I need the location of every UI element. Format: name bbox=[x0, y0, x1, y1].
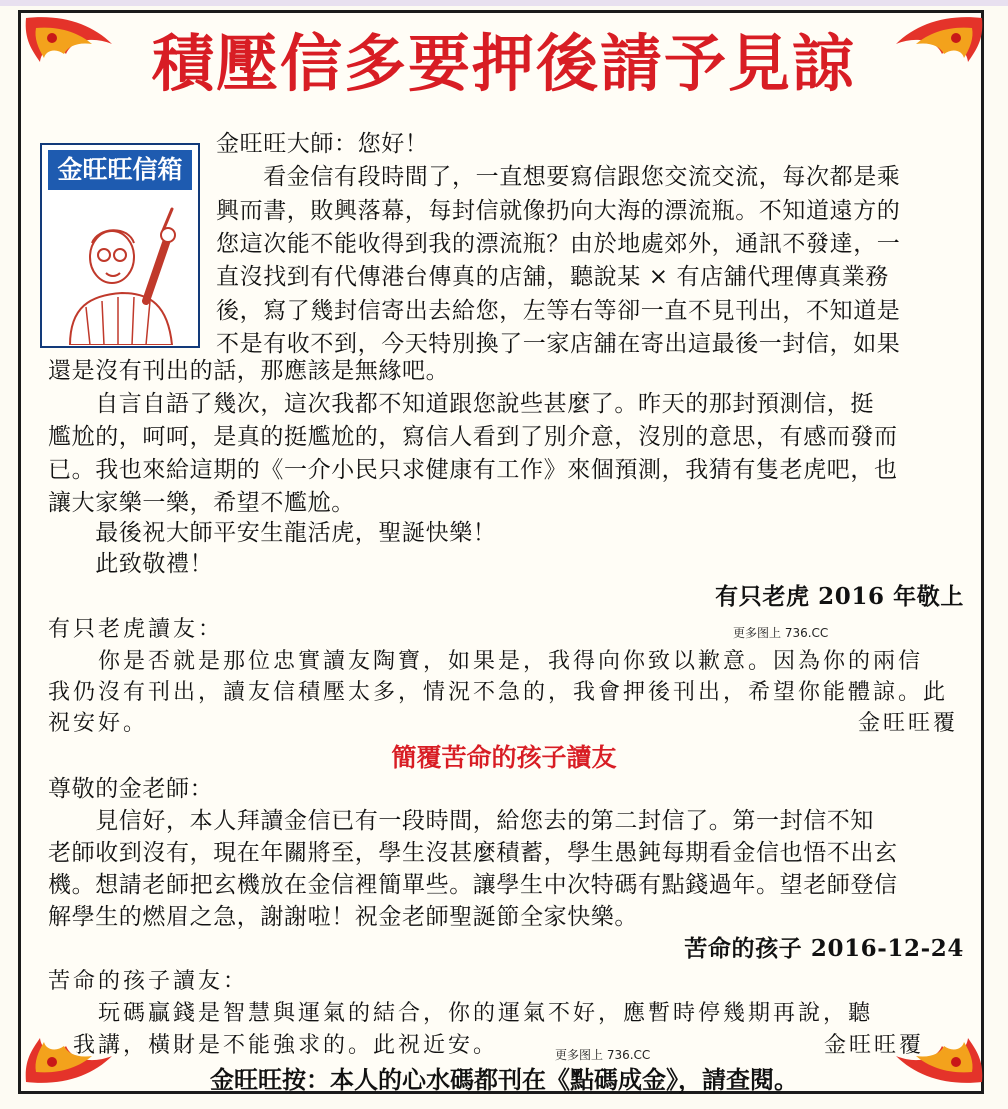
reply2-line: 我講，橫財是不能強求的。此祝近安。 bbox=[48, 1032, 499, 1057]
letter1-line: 自言自語了幾次，這次我都不知道跟您說些甚麼了。昨天的那封預測信，挺 bbox=[48, 391, 874, 417]
reply1-line: 有只老虎讀友： bbox=[48, 616, 224, 641]
reply1-line: 我仍沒有刊出，讀友信積壓太多，情況不急的，我會押後刊出，希望你能體諒。此 bbox=[48, 679, 949, 704]
letter2-line: 尊敬的金老師： bbox=[48, 776, 214, 802]
reply1-line: 祝安好。 bbox=[48, 710, 149, 735]
page-title: 積壓信多要押後請予見諒 bbox=[151, 27, 856, 100]
letter1-line: 您這次能不能收得到我的漂流瓶？由於地處郊外，通訊不發達，一 bbox=[216, 231, 901, 257]
letter1-signature: 有只老虎 2016 年敬上 bbox=[715, 583, 964, 610]
letter1-line: 讓大家樂一樂，希望不尷尬。 bbox=[48, 490, 355, 516]
letter1-line: 直沒找到有代傳港台傳真的店舖，聽說某 × 有店舖代理傳真業務 bbox=[216, 264, 889, 290]
letter1-line: 尷尬的，呵呵，是真的挺尷尬的，寫信人看到了別介意，沒別的意思，有感而發而 bbox=[48, 424, 898, 450]
letter1-line: 最後祝大師平安生龍活虎，聖誕快樂！ bbox=[48, 520, 497, 546]
letter1-line: 不是有收不到，今天特別換了一家店舖在寄出這最後一封信，如果 bbox=[216, 331, 901, 357]
column-logo-label: 金旺旺信箱 bbox=[48, 150, 192, 190]
letter1-line: 此致敬禮！ bbox=[48, 551, 214, 577]
letter1-line: 還是沒有刊出的話，那應該是無緣吧。 bbox=[48, 358, 450, 384]
reply1-line: 你是否就是那位忠實讀友陶寶，如果是，我得向你致以歉意。因為你的兩信 bbox=[48, 648, 924, 673]
letter2-line: 老師收到沒有，現在年關將至，學生沒甚麼積蓄，學生愚鈍每期看金信也悟不出玄 bbox=[48, 840, 898, 866]
letter2-line: 見信好，本人拜讀金信已有一段時間，給您去的第二封信了。第一封信不知 bbox=[48, 808, 874, 834]
cartoon-man-pointing-icon bbox=[50, 197, 194, 345]
letter1-line: 後，寫了幾封信寄出去給您，左等右等卻一直不見刊出，不知道是 bbox=[216, 298, 901, 324]
reply2-line: 苦命的孩子讀友： bbox=[48, 968, 249, 993]
letter1-line: 興而書，敗興落幕，每封信就像扔向大海的漂流瓶。不知道遠方的 bbox=[216, 198, 901, 224]
reply2-line: 玩碼贏錢是智慧與運氣的結合，你的運氣不好，應暫時停幾期再說，聽 bbox=[48, 1000, 874, 1025]
letter2-signature: 苦命的孩子 2016-12-24 bbox=[684, 935, 964, 962]
letter1-line: 看金信有段時間了，一直想要寫信跟您交流交流，每次都是乘 bbox=[216, 164, 901, 190]
letter1-line: 金旺旺大師：您好！ bbox=[216, 131, 429, 157]
watermark-text: 更多图上 736.CC bbox=[733, 626, 829, 640]
footer-note: 金旺旺按：本人的心水碼都刊在《點碼成金》，請查閱。 bbox=[210, 1066, 798, 1094]
letter2-line: 解學生的燃眉之急，謝謝啦！祝金老師聖誕節全家快樂。 bbox=[48, 904, 638, 930]
reply2-signature: 金旺旺覆 bbox=[823, 1032, 924, 1057]
column-logo bbox=[40, 143, 200, 348]
section-subtitle: 簡覆苦命的孩子讀友 bbox=[391, 743, 617, 772]
reply1-signature: 金旺旺覆 bbox=[857, 710, 958, 735]
letter2-line: 機。想請老師把玄機放在金信裡簡單些。讓學生中次特碼有點錢過年。望老師登信 bbox=[48, 872, 898, 898]
letter1-line: 已。我也來給這期的《一介小民只求健康有工作》來個預測，我猜有隻老虎吧，也 bbox=[48, 457, 898, 483]
watermark-text: 更多图上 736.CC bbox=[555, 1048, 651, 1062]
top-strip bbox=[0, 0, 1008, 6]
